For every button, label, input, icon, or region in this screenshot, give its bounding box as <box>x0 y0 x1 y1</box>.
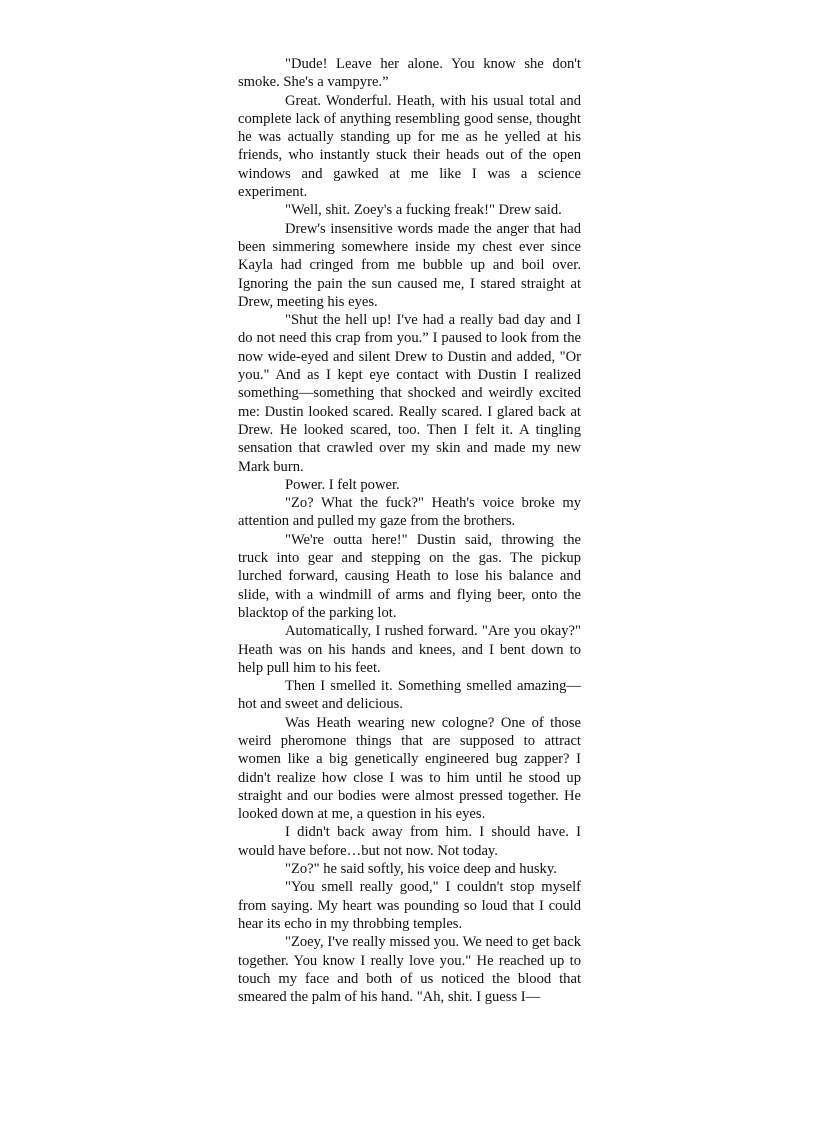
body-text <box>238 55 581 1006</box>
paragraph: "Well, shit. Zoey's a fucking freak!" Drew said. <box>285 202 562 219</box>
paragraph: "We're outta here!" Dustin said, throwing the truck into gear and stepping on the gas. The pickup lurched forward, causing Heath to lose his balance and slide, with a windmill of arms and flying beer, onto the blacktop of the parking lot. <box>238 531 581 621</box>
paragraph: "Dude! Leave her alone. You know she don't smoke. She's a vampyre.” <box>238 56 581 91</box>
paragraph: "Zoey, I've really missed you. We need to get back together. You know I really love you." He reached up to touch my face and both of us noticed the blood that smeared the palm of his hand. "Ah, shit. I guess I— <box>238 934 581 1006</box>
paragraph: Was Heath wearing new cologne? One of those weird pheromone things that are supposed to attract women like a big genetically engineered bug zapper? I didn't realize how close I was to him until he stood up straight and our bodies were almost pressed together. He looked down at me, a question in his eyes. <box>238 714 581 823</box>
paragraph: Then I smelled it. Something smelled amazing— hot and sweet and delicious. <box>238 678 581 713</box>
paragraph: Power. I felt power. <box>285 476 400 493</box>
paragraph: "Zo? What the fuck?" Heath's voice broke my attention and pulled my gaze from the brothers. <box>238 495 581 530</box>
paragraph: Automatically, I rushed forward. "Are you okay?" Heath was on his hands and knees, and I bent down to help pull him to his feet. <box>238 623 581 676</box>
paragraph: I didn't back away from him. I should have. I would have before…but not now. Not today. <box>238 824 581 859</box>
paragraph: "Shut the hell up! I've had a really bad day and I do not need this crap from you.” I paused to look from the now wide-eyed and silent Drew to Dustin and added, "Or you." And as I kept eye contact with Dustin I realized something—something that shocked and weirdly excited me: Dustin looked scared. Really scared. I glared back at Drew. He looked scared, too. Then I felt it. A tingling sensation that crawled over my skin and made my new Mark burn. <box>238 312 581 475</box>
paragraph: "You smell really good," I couldn't stop myself from saying. My heart was pounding so loud that I could hear its echo in my throbbing temples. <box>238 879 581 932</box>
paragraph: "Zo?" he said softly, his voice deep and husky. <box>285 861 557 878</box>
paragraph: Great. Wonderful. Heath, with his usual total and complete lack of anything resembling good sense, thought he was actually standing up for me as he yelled at his friends, who instantly stuck their heads out of the open windows and gawked at me like I was a science experiment. <box>238 92 581 201</box>
paragraph: Drew's insensitive words made the anger that had been simmering somewhere inside my chest ever since Kayla had cringed from me bubble up and boil over. Ignoring the pain the sun caused me, I stared straight at Drew, meeting his eyes. <box>238 220 581 310</box>
